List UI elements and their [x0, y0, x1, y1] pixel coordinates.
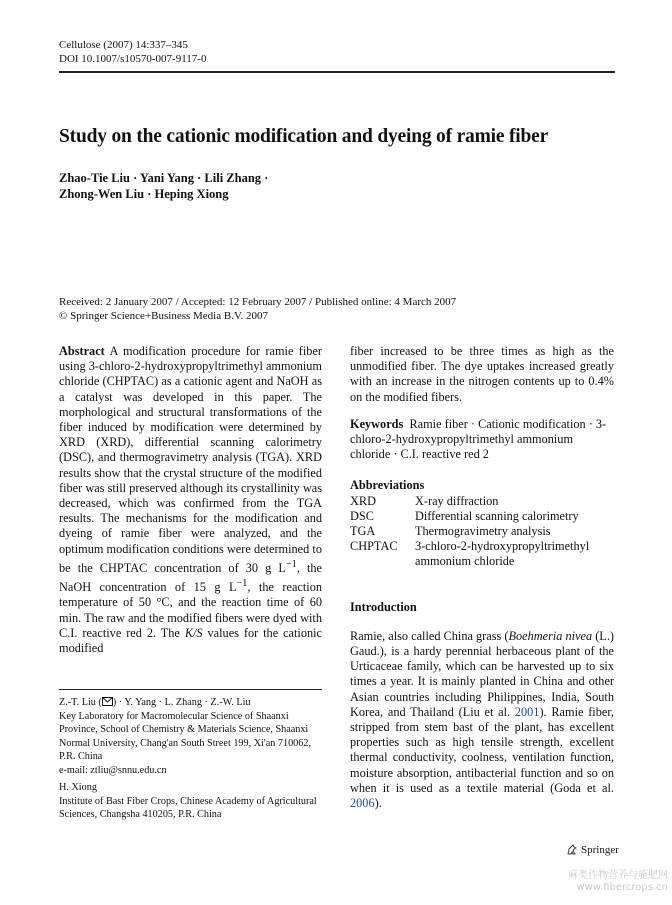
doi-line: DOI 10.1007/s10570-007-9117-0: [59, 53, 207, 65]
article-title: Study on the cationic modification and dyeing of ramie fiber: [59, 126, 549, 147]
second-author-name: H. Xiong: [59, 782, 97, 793]
abbreviation-key: DSC: [350, 508, 374, 523]
author-affiliation: [59, 696, 322, 778]
introduction-paragraph: [350, 629, 614, 811]
abbreviation-row: [350, 539, 614, 569]
header-rule: [59, 71, 615, 73]
second-affiliation: [59, 781, 322, 822]
envelope-icon: [102, 697, 113, 706]
watermark-cn: 麻类作物营养与施肥网: [568, 870, 668, 881]
corresponding-author-line: [59, 696, 322, 710]
abbreviations-title: Abbreviations: [350, 478, 425, 493]
lab-address: Key Laboratory for Macromolecular Science of Shaanxi Province, School of Chemistry & Materials Science, Shaanxi Normal University, Chang'an South Street 199, Xi'an 710062, P.R. China: [59, 710, 312, 763]
watermark-url: www.fibercrops.cn: [576, 882, 668, 893]
introduction-heading: Introduction: [350, 599, 417, 614]
author-line-1: Zhao-Tie Liu · Yani Yang · Lili Zhang ·: [59, 171, 269, 185]
abstract-paragraph: [59, 344, 322, 656]
footnote-rule: [59, 689, 322, 690]
second-author-institute: Institute of Bast Fiber Crops, Chinese Academy of Agricultural Sciences, Changsha 410205, P.R. China: [59, 795, 317, 821]
abstract-text-mid: , the NaOH concentration of 15 g L: [59, 560, 322, 595]
abstract-text-pre: A modification procedure for ramie fiber using 3-chloro-2-hydroxypropyltrimethyl ammonium chloride (CHPTAC) as a cationic agent and NaOH as a catalyst was developed in this paper. The morphological and structural transformations of the fiber induced by modification were determined by XRD (XRD), differential scanning calorimetry (DSC), and thermogravimetry analysis (TGA). XRD results show that the crystal structure of the modified fiber was still preserved although its crystallinity was decreased, which was confirmed from the TGA results. The mechanisms for the modification and dyeing of ramie fiber were analyzed, and the optimum modification conditions were determined to be the CHPTAC concentration of 30 g L: [59, 344, 322, 575]
article-history: [59, 295, 456, 323]
abbreviation-row: [350, 494, 614, 509]
right-column: [350, 344, 614, 811]
intro-text-3: ). Ramie fiber, stripped from stem bast of the plant, has excellent properties such as high tensile strength, excellent thermal conductivity, coolness, ventilation function, moisture absorption, antibacterial function and so on when it is used as a textile material (Goda et al.: [350, 704, 614, 795]
intro-text-1: Ramie, also called China grass (: [350, 628, 509, 643]
abbreviation-key: CHPTAC: [350, 539, 398, 554]
author-list: [59, 170, 268, 202]
affil-authors-post: ) · Y. Yang · L. Zhang · Z.-W. Liu: [112, 697, 251, 708]
left-column: [59, 344, 322, 656]
abstract-text-end: values for the cationic modified: [59, 625, 322, 656]
publication-dates: Received: 2 January 2007 / Accepted: 12 February 2007 / Published online: 4 March 2007: [59, 296, 457, 308]
abbreviation-key: TGA: [350, 524, 376, 539]
abbreviation-key: XRD: [350, 493, 376, 508]
unit-superscript: −1: [285, 558, 297, 570]
intro-text-4: ).: [374, 796, 382, 811]
ks-term: K/S: [184, 625, 203, 640]
keywords-text: Ramie fiber · Cationic modification · 3-chloro-2-hydroxypropyltrimethyl ammonium chloride · C.I. reactive red 2: [350, 416, 607, 462]
email-line[interactable]: e-mail: ztliu@snnu.edu.cn: [59, 764, 167, 776]
copyright-line: © Springer Science+Business Media B.V. 2007: [59, 310, 268, 322]
keywords-label: Keywords: [350, 416, 404, 431]
author-line-2: Zhong-Wen Liu · Heping Xiong: [59, 187, 229, 201]
abbreviation-value: Thermogravimetry analysis: [415, 524, 551, 539]
springer-horse-icon: [566, 844, 578, 856]
citation-link[interactable]: 2006: [350, 796, 375, 811]
keywords-block: [350, 417, 614, 463]
publisher-logo: [566, 844, 619, 856]
site-watermark: [540, 870, 668, 894]
abstract-text-post: , the reaction temperature of 50 °C, and the reaction time of 60 min. The raw and the modified fibers were dyed with C.I. reactive red 2. The: [59, 580, 322, 640]
abbreviation-row: [350, 509, 614, 524]
abbreviation-value: X-ray diffraction: [415, 493, 499, 508]
abbreviation-value: Differential scanning calorimetry: [415, 508, 579, 523]
journal-citation: Cellulose (2007) 14:337–345: [59, 39, 188, 51]
affil-authors-pre: Z.-T. Liu (: [59, 697, 102, 708]
abstract-continued: fiber increased to be three times as high as the unmodified fiber. The dye uptakes increased greatly with an increase in the nitrogen contents up to 0.4% on the modified fibers.: [350, 344, 614, 404]
abbreviations-list: [350, 494, 614, 570]
abbreviation-value: 3-chloro-2-hydroxypropyltrimethyl ammonium chloride: [415, 539, 590, 569]
species-name: Boehmeria nivea: [508, 628, 593, 643]
publisher-name: Springer: [581, 844, 619, 856]
abstract-label: Abstract: [59, 344, 105, 358]
journal-header: [59, 38, 206, 66]
abbreviation-row: [350, 524, 614, 539]
intro-text-2: (L.) Gaud.), is a hardy perennial herbaceous plant of the Urticaceae family, which can be harvested up to six times a year. It is mainly planted in China and other Asian countries including Philippines, India, South Korea, and Thailand (Liu et al.: [350, 628, 614, 719]
unit-superscript: −1: [236, 578, 248, 590]
citation-link[interactable]: 2001: [514, 704, 540, 719]
